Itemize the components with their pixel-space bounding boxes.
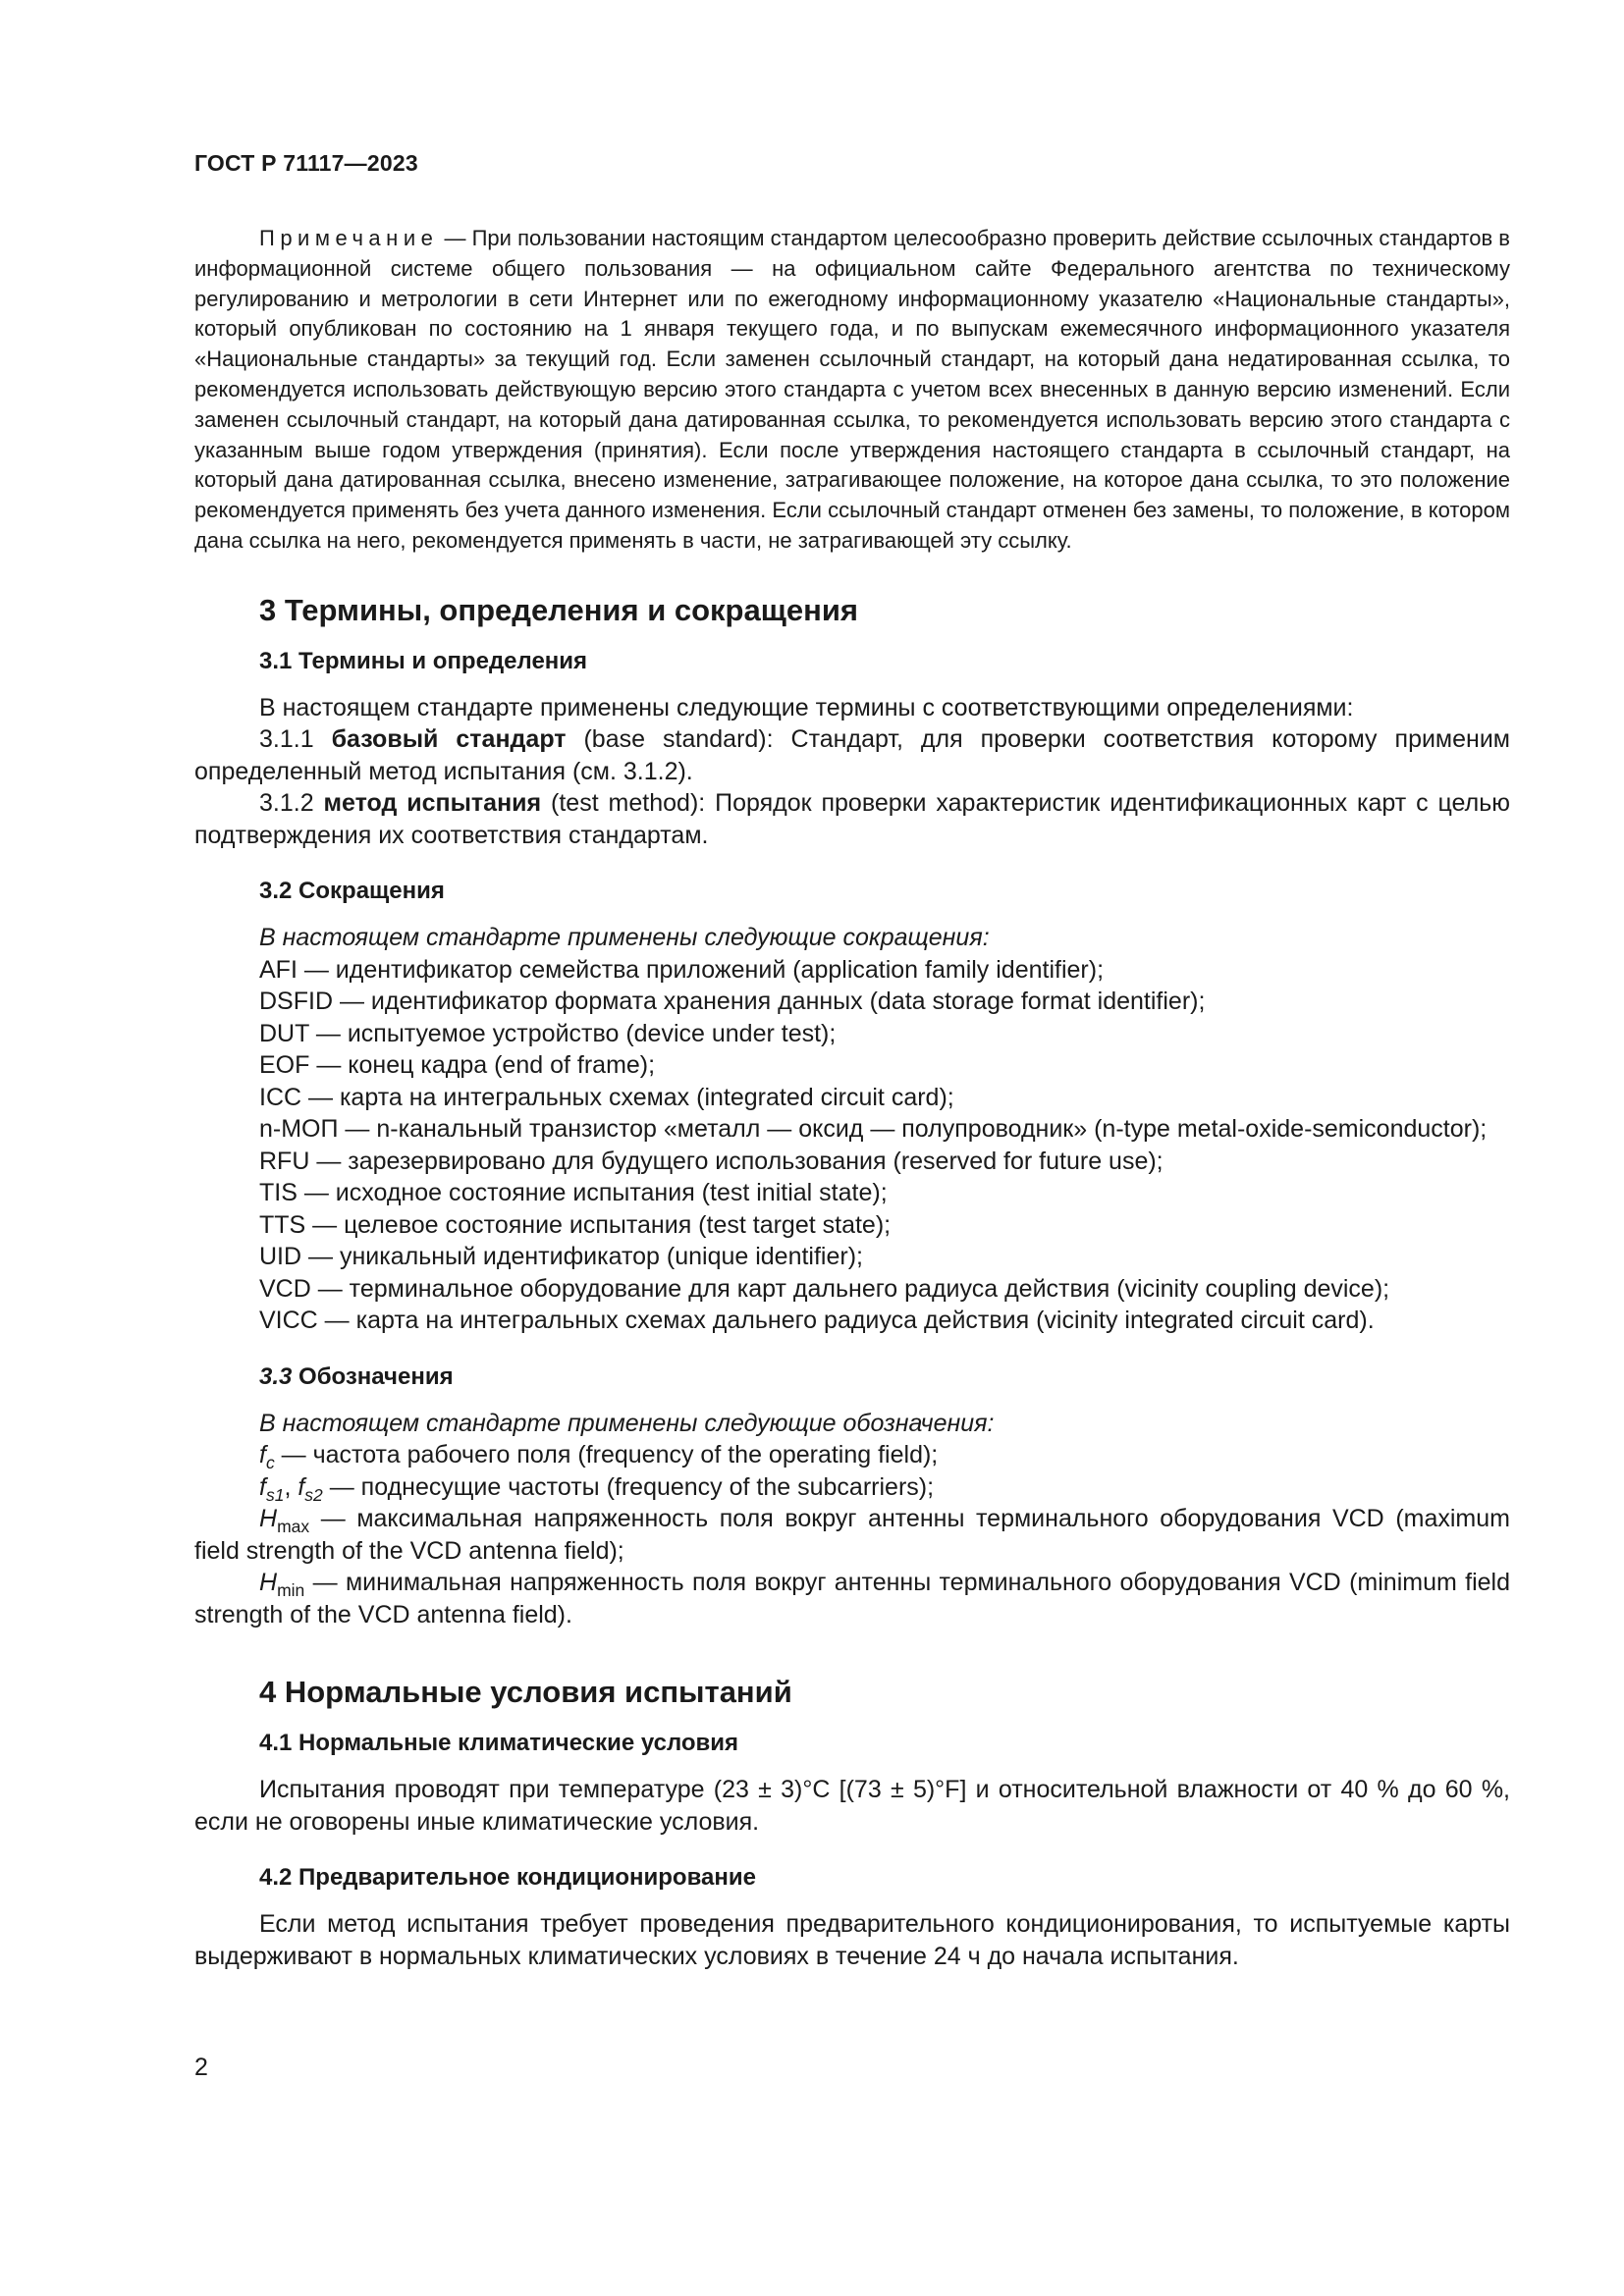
abbreviation-item: VICC — карта на интегральных схемах дальнего радиуса действия (vicinity integrated circuit card). [259,1307,1375,1335]
abbreviation-item: TIS — исходное состояние испытания (test initial state); [259,1179,888,1207]
subsection-number: 3.3 [259,1362,293,1390]
page-number: 2 [194,2054,208,2081]
symbol-definition: — поднесущие частоты (frequency of the subcarriers); [322,1472,935,1501]
symbol-letter: f [259,1441,266,1469]
abbreviation-item: DUT — испытуемое устройство (device under test); [259,1019,837,1047]
climate-conditions-text: Испытания проводят при температуре (23 ± 3)°C [(73 ± 5)°F] и относительной влажности от 40 % до 60 %, если не оговорены иные климатические условия. [194,1776,1510,1836]
abbreviation-item: ICC — карта на интегральных схемах (integrated circuit card); [259,1083,954,1111]
abbreviations-intro: В настоящем стандарте применены следующие сокращения: [259,924,990,952]
term-number: 3.1.2 [259,789,324,818]
abbreviation-item: UID — уникальный идентификатор (unique identifier); [259,1243,863,1271]
term-test-method [194,787,1510,851]
symbol-letter: f [259,1472,266,1501]
symbol-fc [194,1439,1510,1471]
abbreviation-item: TTS — целевое состояние испытания (test target state); [259,1210,892,1239]
abbreviation-item: DSFID — идентификатор формата хранения данных (data storage format identifier); [259,988,1206,1016]
abbreviation-item: n-МОП — n-канальный транзистор «металл — оксид — полупроводник» (n-type metal-oxide-semiconductor); [259,1115,1488,1144]
symbol-separator: , [284,1472,298,1501]
term-definition: (test method): Порядок проверки характеристик идентификационных карт с целью подтверждения их соответствия стандартам. [194,789,1510,849]
abbreviation-item: EOF — конец кадра (end of frame); [259,1051,656,1080]
section-3-heading: 3 Термины, определения и сокращения [259,592,858,627]
abbreviation-item: AFI — идентификатор семейства приложений (application family identifier); [259,955,1105,984]
subsection-3-1-heading: 3.1 Термины и определения [259,647,588,674]
document-body [194,224,1510,1972]
subsection-3-2-heading: 3.2 Сокращения [259,878,445,905]
note-text: — При пользовании настоящим стандартом целесообразно проверить действие ссылочных стандартов в информационной системе общего пользования — на официальном сайте Федерального агентства по техническому регулированию и метрологии в сети Интернет или по ежегодному информационному указателю «Национальные стандарты», который опубликован по состоянию на 1 января текущего года, и по выпускам ежемесячного информационного указателя «Национальные стандарты» за текущий год. Если заменен ссылочный стандарт, на который дана недатированная ссылка, то рекомендуется использовать действующую версию этого стандарта с учетом всех внесенных в данную версию изменений. Если заменен ссылочный стандарт, на который дана датированная ссылка, то рекомендуется использовать версию этого стандарта с указанным выше годом утверждения (принятия). Если после утверждения настоящего стандарта в ссылочный стандарт, на который дана датированная ссылка, внесено изменение, затрагивающее положение, на которое дана ссылка, то это положение рекомендуется применять без учета данного изменения. Если ссылочный стандарт отменен без замены, то положение, в котором дана ссылка на него, рекомендуется применять в части, не затрагивающей эту ссылку. [194,226,1510,553]
symbol-subscript: min [277,1580,305,1601]
symbol-definition: — частота рабочего поля (frequency of the operating field); [274,1441,939,1469]
symbol-subscript: max [277,1517,310,1537]
symbol-hmin [194,1567,1510,1630]
abbreviation-item: RFU — зарезервировано для будущего использования (reserved for future use); [259,1147,1164,1175]
note-paragraph [194,224,1510,557]
term-number: 3.1.1 [259,725,332,754]
symbol-letter: H [259,1505,278,1533]
note-label: Примечание [259,226,439,250]
document-header: ГОСТ Р 71117—2023 [194,150,418,176]
subsection-title: Обозначения [292,1362,454,1390]
terms-intro: В настоящем стандарте применены следующие термины с соответствующими определениями: [259,693,1354,721]
symbol-fs [194,1471,1510,1504]
symbol-definition: — минимальная напряженность поля вокруг антенны терминального оборудования VCD (minimum field strength of the VCD antenna field). [194,1569,1510,1629]
symbols-intro: В настоящем стандарте применены следующие обозначения: [259,1409,995,1437]
symbol-subscript: c [265,1453,275,1473]
term-name: метод испытания [323,789,542,818]
subsection-3-3-heading [194,1362,1510,1392]
symbol-hmax [194,1503,1510,1567]
preconditioning-text: Если метод испытания требует проведения предварительного кондиционирования, то испытуемые карты выдерживают в нормальных климатических условиях в течение 24 ч до начала испытания. [194,1910,1510,1970]
term-base-standard [194,723,1510,787]
symbol-definition: — максимальная напряженность поля вокруг антенны терминального оборудования VCD (maximum field strength of the VCD antenna field); [194,1505,1510,1565]
term-definition: (base standard): Стандарт, для проверки соответствия которому применим определенный метод испытания (см. 3.1.2). [194,725,1510,785]
symbol-subscript: s1 [265,1484,285,1505]
subsection-4-1-heading: 4.1 Нормальные климатические условия [259,1730,739,1757]
symbol-letter: H [259,1569,278,1597]
subsection-4-2-heading: 4.2 Предварительное кондиционирование [259,1864,756,1892]
symbol-letter: f [298,1472,305,1501]
term-name: базовый стандарт [331,725,567,754]
section-4-heading: 4 Нормальные условия испытаний [259,1675,792,1710]
symbol-subscript: s2 [304,1484,323,1505]
abbreviation-item: VCD — терминальное оборудование для карт дальнего радиуса действия (vicinity coupling device); [259,1274,1390,1303]
